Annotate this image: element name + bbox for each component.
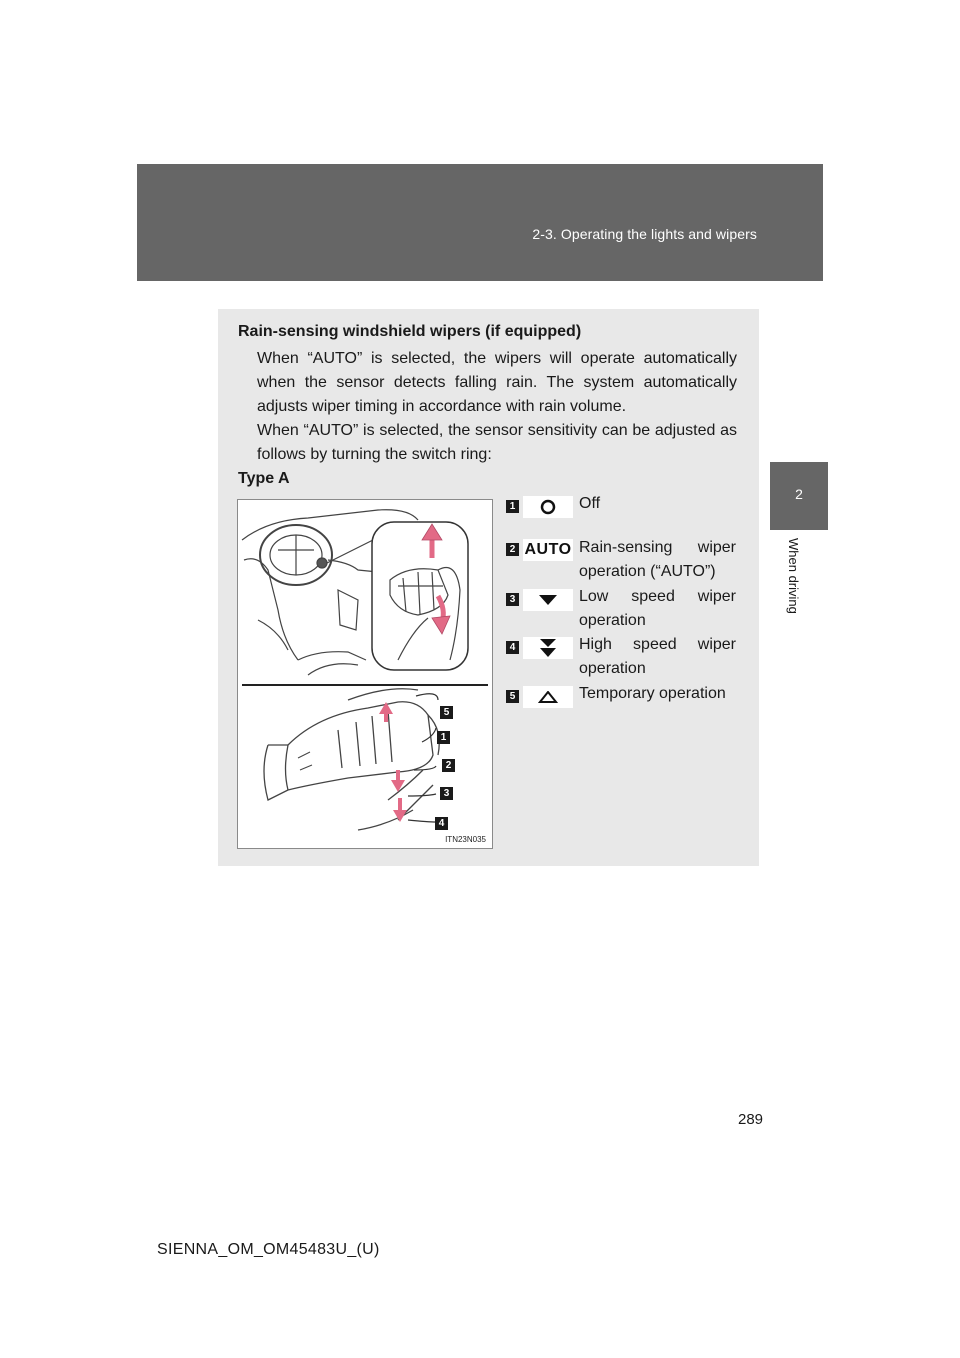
- legend-number: 5: [506, 690, 519, 703]
- header-band: [137, 164, 823, 281]
- page-number: 289: [738, 1111, 764, 1128]
- legend-text: Off: [579, 495, 601, 512]
- figure-callout-4: 4: [435, 817, 448, 830]
- figure-code: ITN23N035: [445, 835, 486, 844]
- section-heading: Rain-sensing windshield wipers (if equipped): [238, 323, 582, 340]
- figure-callout-3: 3: [440, 787, 453, 800]
- legend-number: 2: [506, 543, 519, 556]
- wiper-switch-illustration: [237, 499, 493, 849]
- figure-callout-5: 5: [440, 706, 453, 719]
- legend-number: 1: [506, 500, 519, 513]
- legend-number: 3: [506, 593, 519, 606]
- auto-symbol-text: AUTO: [524, 541, 572, 558]
- triangle-down-icon: [523, 589, 573, 611]
- figure-callout-2: 2: [442, 759, 455, 772]
- paragraph-sensitivity: When “AUTO” is selected, the sensor sensitivity can be adjusted as follows by turning the switch ring:: [257, 422, 737, 463]
- chapter-tab: [770, 462, 828, 530]
- double-chevron-down-icon: [523, 637, 573, 659]
- document-code: SIENNA_OM_OM45483U_(U): [157, 1241, 380, 1258]
- chapter-number: 2: [795, 486, 803, 502]
- type-label: Type A: [238, 470, 290, 487]
- wiper-lever-drawing: [238, 500, 492, 848]
- legend-text: Temporary operation: [579, 685, 726, 702]
- legend-number: 4: [506, 641, 519, 654]
- auto-text-icon: [523, 539, 573, 561]
- legend-text: High speed wiper operation: [579, 636, 736, 677]
- paragraph-auto-description: When “AUTO” is selected, the wipers will operate automatically when the sensor detects falling rain. The system automatically adjusts wiper timing in accordance with rain volume.: [257, 350, 737, 415]
- circle-off-icon: [523, 496, 573, 518]
- content-box: [218, 309, 759, 866]
- legend-text: Low speed wiper operation: [579, 588, 736, 629]
- legend-text: Rain-sensing wiper operation (“AUTO”): [579, 539, 736, 580]
- section-title: 2-3. Operating the lights and wipers: [532, 226, 757, 242]
- triangle-up-outline-icon: [523, 686, 573, 708]
- chapter-label: When driving: [786, 538, 801, 614]
- figure-callout-1: 1: [437, 731, 450, 744]
